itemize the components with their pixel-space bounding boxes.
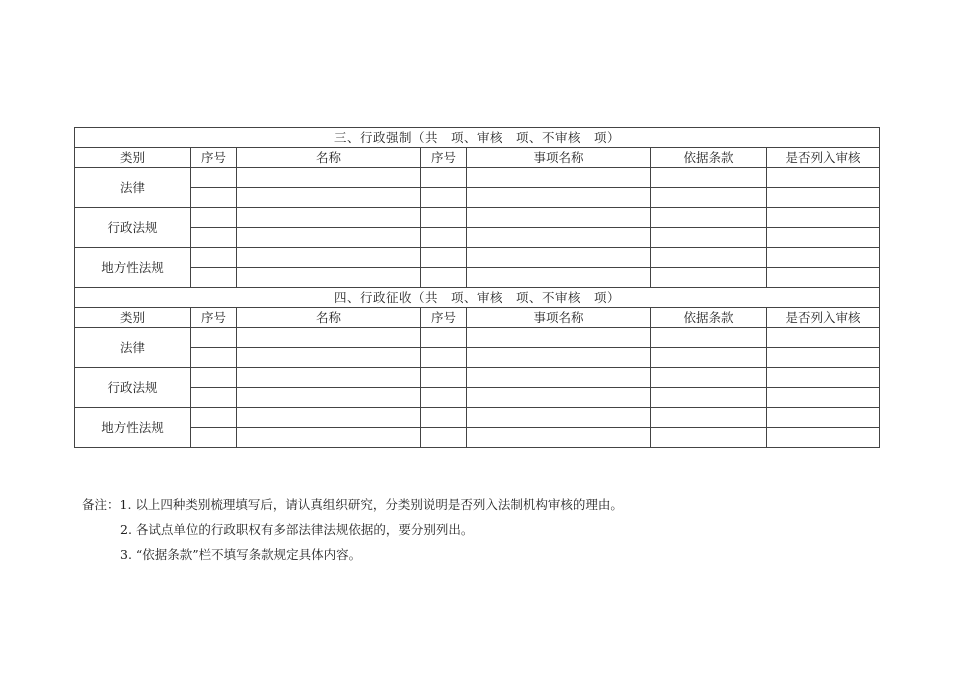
table-cell[interactable] (467, 428, 651, 448)
col-header-basis: 依据条款 (651, 148, 767, 168)
table-cell[interactable] (467, 388, 651, 408)
table-row (75, 388, 880, 408)
table-cell[interactable] (651, 168, 767, 188)
table-row (75, 428, 880, 448)
category-cell: 法律 (75, 168, 191, 208)
table-cell[interactable] (767, 188, 880, 208)
table-cell[interactable] (237, 328, 421, 348)
table-cell[interactable] (421, 348, 467, 368)
section-title-row (75, 288, 880, 308)
table-cell[interactable] (467, 248, 651, 268)
table-cell[interactable] (767, 248, 880, 268)
table-cell[interactable] (651, 268, 767, 288)
table-cell[interactable] (651, 248, 767, 268)
table-cell[interactable] (467, 328, 651, 348)
category-cell: 法律 (75, 328, 191, 368)
table-cell[interactable] (467, 348, 651, 368)
table-cell[interactable] (237, 228, 421, 248)
table-cell[interactable] (237, 408, 421, 428)
table-cell[interactable] (421, 208, 467, 228)
table-cell[interactable] (237, 268, 421, 288)
table-cell[interactable] (191, 388, 237, 408)
table-cell[interactable] (651, 228, 767, 248)
table-cell[interactable] (421, 228, 467, 248)
table-cell[interactable] (651, 408, 767, 428)
table-row (75, 188, 880, 208)
col-header-review: 是否列入审核 (767, 308, 880, 328)
table-row (75, 368, 880, 388)
table-cell[interactable] (191, 208, 237, 228)
table-cell[interactable] (767, 428, 880, 448)
table-cell[interactable] (191, 348, 237, 368)
col-header-index: 序号 (191, 148, 237, 168)
note-text: 2. 各试点单位的行政职权有多部法律法规依据的，要分别列出。 (120, 522, 474, 537)
table-cell[interactable] (651, 368, 767, 388)
table-cell[interactable] (651, 188, 767, 208)
category-cell: 行政法规 (75, 368, 191, 408)
col-header-item-name: 事项名称 (467, 308, 651, 328)
category-cell: 行政法规 (75, 208, 191, 248)
table-cell[interactable] (467, 188, 651, 208)
section-title: 三、行政强制（共 项、审核 项、不审核 项） (75, 128, 880, 148)
note-line-1 (82, 492, 623, 517)
col-header-category: 类别 (75, 308, 191, 328)
table-cell[interactable] (467, 408, 651, 428)
table-cell[interactable] (191, 268, 237, 288)
table-cell[interactable] (191, 188, 237, 208)
table-cell[interactable] (467, 208, 651, 228)
note-text: 3. “依据条款”栏不填写条款规定具体内容。 (120, 547, 362, 562)
table-cell[interactable] (767, 348, 880, 368)
table-row (75, 208, 880, 228)
table-cell[interactable] (421, 388, 467, 408)
table-cell[interactable] (421, 268, 467, 288)
col-header-index-2: 序号 (421, 148, 467, 168)
header-row (75, 148, 880, 168)
table-cell[interactable] (191, 228, 237, 248)
header-row (75, 308, 880, 328)
table-cell[interactable] (191, 408, 237, 428)
col-header-review: 是否列入审核 (767, 148, 880, 168)
table-cell[interactable] (651, 348, 767, 368)
table-cell[interactable] (767, 168, 880, 188)
table-cell[interactable] (421, 368, 467, 388)
table-cell[interactable] (191, 248, 237, 268)
table-cell[interactable] (421, 408, 467, 428)
table-cell[interactable] (467, 268, 651, 288)
table-cell[interactable] (237, 428, 421, 448)
table-cell[interactable] (421, 248, 467, 268)
table-cell[interactable] (467, 228, 651, 248)
col-header-name: 名称 (237, 148, 421, 168)
note-line-3 (82, 542, 623, 567)
col-header-index: 序号 (191, 308, 237, 328)
table-cell[interactable] (651, 208, 767, 228)
section-title-row (75, 128, 880, 148)
table-row (75, 168, 880, 188)
table-cell[interactable] (421, 428, 467, 448)
table-cell[interactable] (191, 168, 237, 188)
col-header-item-name: 事项名称 (467, 148, 651, 168)
table-cell[interactable] (767, 368, 880, 388)
table-cell[interactable] (237, 208, 421, 228)
table-cell[interactable] (651, 388, 767, 408)
table-cell[interactable] (237, 248, 421, 268)
category-cell: 地方性法规 (75, 408, 191, 448)
table-cell[interactable] (237, 388, 421, 408)
table-cell[interactable] (467, 368, 651, 388)
table-cell[interactable] (237, 188, 421, 208)
note-text: 1. 以上四种类别梳理填写后，请认真组织研究，分类别说明是否列入法制机构审核的理由。 (119, 497, 623, 512)
section-title: 四、行政征收（共 项、审核 项、不审核 项） (75, 288, 880, 308)
col-header-basis: 依据条款 (651, 308, 767, 328)
table-cell[interactable] (467, 168, 651, 188)
table-cell[interactable] (767, 328, 880, 348)
table-cell[interactable] (237, 348, 421, 368)
col-header-index-2: 序号 (421, 308, 467, 328)
table-cell[interactable] (237, 168, 421, 188)
table-cell[interactable] (191, 428, 237, 448)
table-row (75, 268, 880, 288)
administrative-powers-table (74, 127, 880, 448)
table-cell[interactable] (767, 228, 880, 248)
notes-prefix: 备注： (82, 497, 120, 512)
table-row (75, 348, 880, 368)
table-cell[interactable] (651, 328, 767, 348)
table-row (75, 328, 880, 348)
table-cell[interactable] (767, 208, 880, 228)
table-cell[interactable] (421, 168, 467, 188)
table-cell[interactable] (237, 368, 421, 388)
table-row (75, 228, 880, 248)
col-header-category: 类别 (75, 148, 191, 168)
category-cell: 地方性法规 (75, 248, 191, 288)
table-cell[interactable] (191, 368, 237, 388)
table-cell[interactable] (651, 428, 767, 448)
table-cell[interactable] (421, 328, 467, 348)
table-cell[interactable] (767, 408, 880, 428)
table-cell[interactable] (191, 328, 237, 348)
col-header-name: 名称 (237, 308, 421, 328)
table-cell[interactable] (421, 188, 467, 208)
table-row (75, 248, 880, 268)
table-cell[interactable] (767, 268, 880, 288)
table-cell[interactable] (767, 388, 880, 408)
notes-section (82, 492, 623, 567)
table-row (75, 408, 880, 428)
note-line-2 (82, 517, 623, 542)
